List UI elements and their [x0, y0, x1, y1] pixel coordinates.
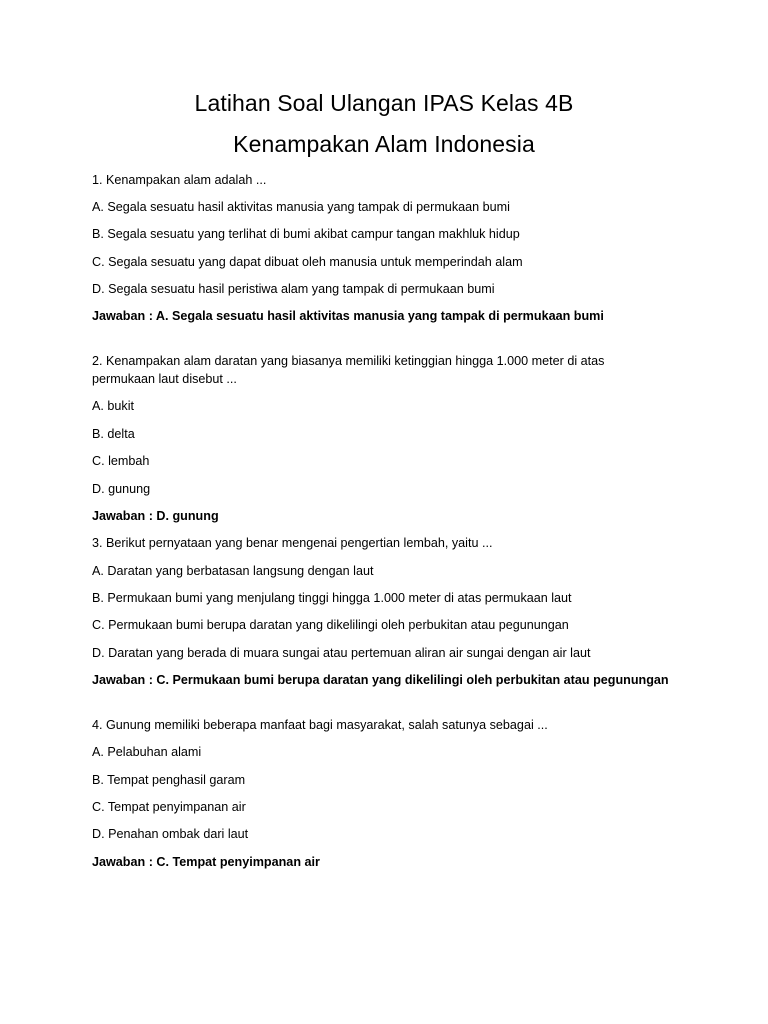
- question-3-option-c: C. Permukaan bumi berupa daratan yang dikelilingi oleh perbukitan atau pegunungan: [92, 618, 569, 632]
- question-4-option-c: C. Tempat penyimpanan air: [92, 800, 246, 814]
- question-1-option-a: A. Segala sesuatu hasil aktivitas manusia yang tampak di permukaan bumi: [92, 200, 510, 214]
- question-1: 1. Kenampakan alam adalah ...: [92, 173, 267, 187]
- question-1-option-d: D. Segala sesuatu hasil peristiwa alam yang tampak di permukaan bumi: [92, 282, 495, 296]
- question-4-option-a: A. Pelabuhan alami: [92, 745, 202, 759]
- question-4-option-b: B. Tempat penghasil garam: [92, 773, 246, 787]
- question-2-option-c: C. lembah: [92, 454, 150, 468]
- question-2-option-a: A. bukit: [92, 399, 134, 413]
- question-4-option-d: D. Penahan ombak dari laut: [92, 827, 249, 841]
- question-3-option-b: B. Permukaan bumi yang menjulang tinggi hingga 1.000 meter di atas permukaan laut: [92, 591, 572, 605]
- question-3: 3. Berikut pernyataan yang benar mengenai pengertian lembah, yaitu ...: [92, 536, 493, 550]
- question-3-answer: Jawaban : C. Permukaan bumi berupa daratan yang dikelilingi oleh perbukitan atau pegunungan: [92, 673, 669, 687]
- question-3-option-d: D. Daratan yang berada di muara sungai atau pertemuan aliran air sungai dengan air laut: [92, 646, 591, 660]
- question-2-option-d: D. gunung: [92, 482, 151, 496]
- question-4: 4. Gunung memiliki beberapa manfaat bagi masyarakat, salah satunya sebagai ...: [92, 718, 548, 732]
- question-2-answer: Jawaban : D. gunung: [92, 509, 219, 523]
- question-3-option-a: A. Daratan yang berbatasan langsung dengan laut: [92, 564, 374, 578]
- question-1-answer: Jawaban : A. Segala sesuatu hasil aktivitas manusia yang tampak di permukaan bumi: [92, 309, 604, 323]
- question-1-option-c: C. Segala sesuatu yang dapat dibuat oleh manusia untuk memperindah alam: [92, 255, 523, 269]
- document-title: Latihan Soal Ulangan IPAS Kelas 4B: [194, 90, 574, 116]
- document-subtitle: Kenampakan Alam Indonesia: [233, 131, 535, 157]
- question-4-answer: Jawaban : C. Tempat penyimpanan air: [92, 855, 320, 869]
- question-1-option-b: B. Segala sesuatu yang terlihat di bumi akibat campur tangan makhluk hidup: [92, 227, 520, 241]
- question-2-option-b: B. delta: [92, 427, 135, 441]
- question-2: 2. Kenampakan alam daratan yang biasanya memiliki ketinggian hingga 1.000 meter di atas permukaan laut disebut ...: [92, 354, 605, 386]
